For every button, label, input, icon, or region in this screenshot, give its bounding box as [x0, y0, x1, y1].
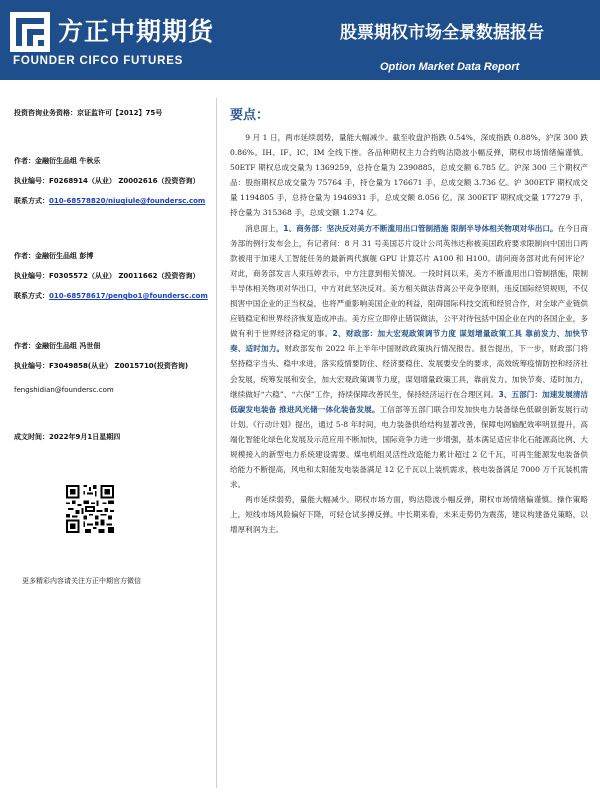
- wechat-qr-code-icon[interactable]: [66, 485, 114, 533]
- report-date: 成文时间：2022年9月1日星期四: [14, 433, 121, 441]
- author-3-license: 执业编号：F3049858(从业） Z0015710(投资咨询): [14, 362, 189, 370]
- qualification: 投资咨询业务资格：京证监许可【2012】75号: [14, 109, 163, 117]
- author-2-email-link[interactable]: 010-68578617/pengbo1@foundersc.com: [49, 292, 208, 300]
- contact-label: 联系方式：: [14, 292, 49, 300]
- news-paragraph: [230, 221, 588, 493]
- news-lead: 消息面上，: [245, 223, 284, 233]
- report-header: [0, 0, 600, 80]
- company-name-cn: 方正中期期货: [58, 17, 215, 46]
- news-headline-3: 3、五部门：加速发展清洁低碳发电装备 推进风光储一体化装备发展。: [230, 389, 588, 414]
- key-points-title: 要点：: [230, 108, 270, 123]
- report-title-cn: 股票期权市场全景数据报告: [340, 23, 544, 43]
- column-divider: [216, 98, 217, 788]
- company-name-en: FOUNDER CIFCO FUTURES: [13, 55, 184, 67]
- author-1-contact: [14, 196, 205, 206]
- news-text-3: 工信部等五部门联合印发加快电力装备绿色低碳创新发展行动计划。《行动计划》提出，通过 5-8 年时间，电力装备供给结构显著改善，保障电网输配效率明显提升，高端化智能化绿色化发展及示范应用不断加快，国际竞争力进一步增强，基本满足适应非化石能源高比例、大规模接入的新型电力系统建设需要。煤电机组灵活性改造能力累计超过 2 亿千瓦，可再生能源发电装备供给能力不断提高，风电和太阳能发电装备满足 12 亿千瓦以上装机需求，核电装备满足 7000 万千瓦装机需求。: [230, 404, 588, 490]
- qr-caption: 更多精彩内容请关注方正中期官方微信: [22, 577, 141, 585]
- author-2: 作者：金融衍生品组 彭博: [14, 252, 94, 260]
- news-headline-2: 2、财政部：加大宏观政策调节力度 谋划增量政策工具 靠前发力、加快节奏、适时加力。: [230, 329, 588, 354]
- author-2-license: 执业编号：F0305572（从业） Z0011662（投资咨询）: [14, 272, 200, 280]
- strategy-paragraph: 两市延续弱势，量能大幅减少。期权市场方面，购沽隐波小幅反弹，期权市场情绪偏谨慎。操作策略上，短线市场风险偏好下降，可轻仓试多搏反弹。中长期来看，未来走势仍为震荡，建议构建备兑策略，以增厚利润为主。: [230, 495, 588, 535]
- key-points-body: [230, 130, 588, 538]
- author-1-license: 执业编号：F0268914（从业） Z0002616（投资咨询）: [14, 177, 200, 185]
- author-3-contact: fengshidian@foundersc.com: [14, 386, 114, 394]
- author-3: 作者：金融衍生品组 冯世佃: [14, 342, 101, 350]
- news-text-2: 财政部发布 2022 年上半年中国财政政策执行情况报告。报告提出，下一步，财政部门将坚持稳字当头、稳中求进，落实疫情要防住、经济要稳住、发展要安全的要求，高效统筹疫情防控和经济社会发展，统筹发展和安全，加大宏观政策调节力度，谋划增量政策工具，靠前发力、加快节奏、适时加力，继续做好“六稳”、“六保”工作，持续保障改善民生，保持经济运行在合理区间。: [230, 344, 589, 399]
- news-text-1: 在今日商务部的例行发布会上，有记者问：8 月 31 号美国芯片设计公司英伟达称被美国政府要求限制向中国出口两款被用于加速人工智能任务的最新两代旗舰 GPU 计算芯片 A100 和 H100。请问商务部对此有何评论？对此，商务部发言人束珏婷表示，中方注意到相关情况。一段时间以来，美方不断滥用出口管制措施，限制半导体相关物项对华出口，中方对此坚决反对。美方相关做法背离公平竞争原则，违反国际经贸规则，不仅损害中国企业的正当权益，也将严重影响美国企业的利益，阻碍国际科技交流和经贸合作，对全球产业链供应链稳定和世界经济恢复造成冲击。美方应立即停止错误做法，公平对待包括中国企业在内的各国企业，多做有利于世界经济稳定的事。: [230, 223, 589, 339]
- contact-label: 联系方式：: [14, 197, 49, 205]
- news-headline-1: 1、商务部：坚决反对美方不断滥用出口管制措施 限制半导体相关物项对华出口。: [283, 223, 558, 233]
- founder-logo-icon: [10, 12, 50, 52]
- report-title-en: Option Market Data Report: [380, 61, 520, 73]
- author-1-email-link[interactable]: 010-68578820/niuqiule@foundersc.com: [49, 197, 206, 205]
- author-2-contact: [14, 291, 208, 301]
- market-summary-paragraph: 9 月 1 日，两市延续弱势，量能大幅减少。截至收盘沪指跌 0.54%，深成指跌 0.88%，沪深 300 跌 0.86%。IH、IF、IC、IM 全线下挫。各品种期权主力合约购沽隐波小幅反弹，期权市场情绪偏谨慎。50ETF 期权总成交量为 1369259，总持仓量为 2390885，总成交额 6.785 亿。沪深 300 三个期权产品：股指期权总成交量为 75764 手，持仓量为 176671 手，总成交额 3.736 亿。沪 300ETF 期权成交量 1194805 手，总持仓量为 1946931 手，总成交额 8.056 亿。深 300ETF 期权成交量 177279 手，持仓量为 315368 手，总成交额 1.274 亿。: [230, 133, 588, 218]
- author-1: 作者：金融衍生品组 牛秋乐: [14, 157, 101, 165]
